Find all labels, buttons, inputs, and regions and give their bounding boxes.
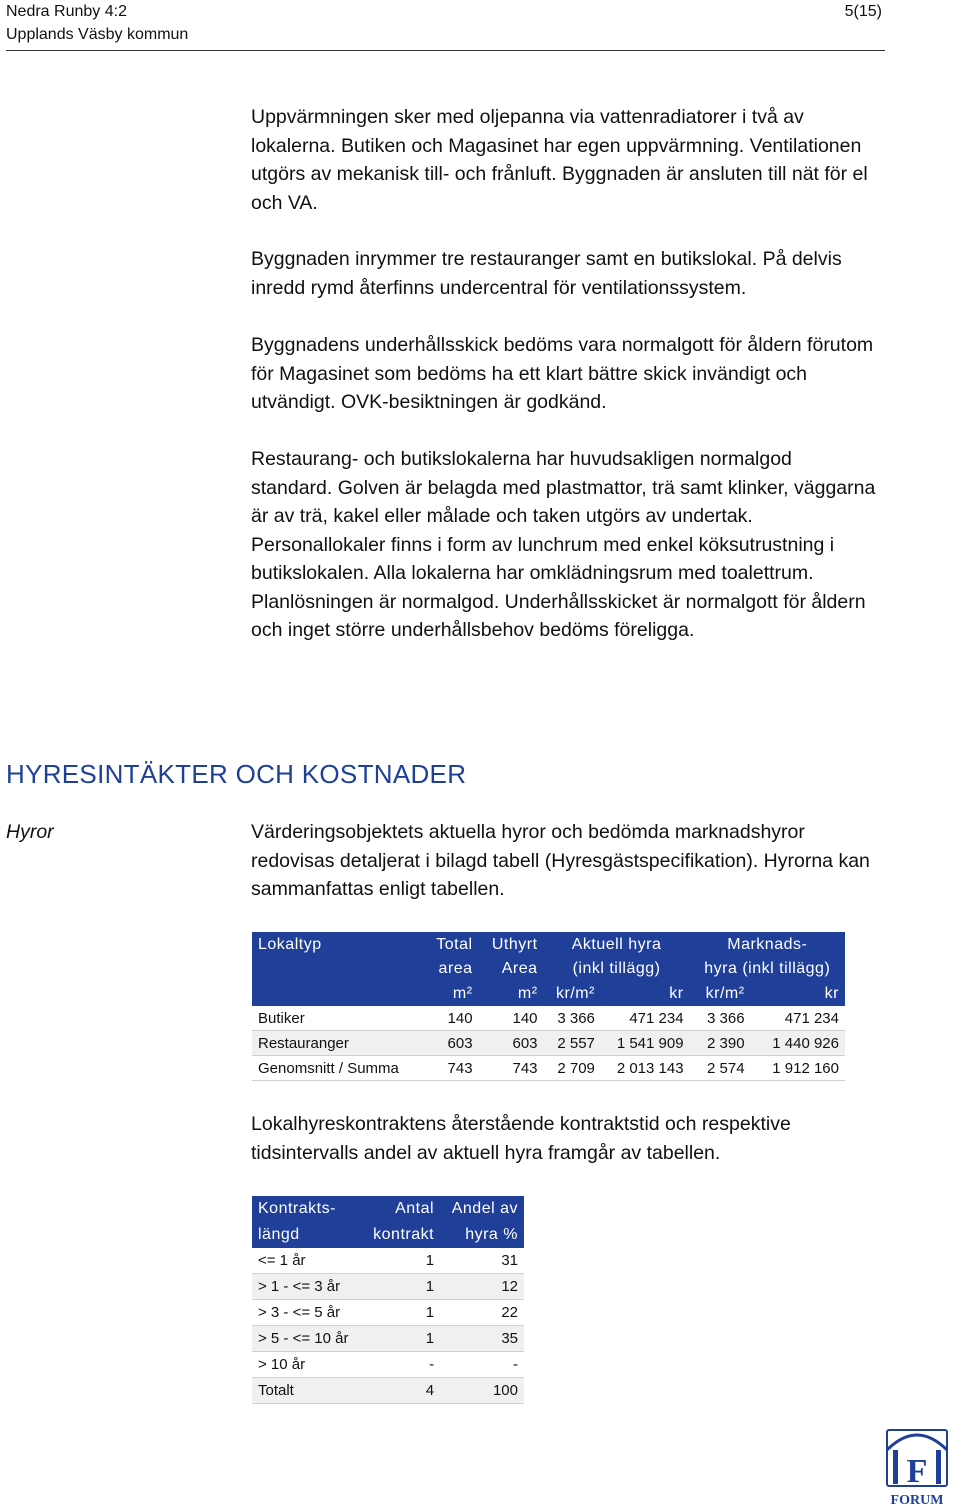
paragraph-contracts: Lokalhyreskontraktens återstående kontraktstid och respektive tidsintervalls andel av aktuell hyra framgår av tabellen.: [251, 1113, 791, 1164]
unit-marknad-m2: kr/m²: [690, 981, 751, 1006]
cell-andel: 35: [440, 1326, 524, 1352]
col-andel-sub: hyra %: [440, 1222, 524, 1248]
cell-type: Butiker: [252, 1006, 424, 1031]
cell-mark-m2: 3 366: [690, 1006, 751, 1031]
cell-akt-kr: 2 013 143: [601, 1056, 690, 1081]
cell-mark-m2: 2 574: [690, 1056, 751, 1081]
table-row: [252, 1274, 524, 1300]
paragraph-standard: Restaurang- och butikslokalerna har huvudsakligen normalgod standard. Golven är belagda med plastmattor, trä samt klinker, väggarna är av trä, kakel eller målade och taken utgörs av undertak. Personallokaler finns i form av lunchrum med enkel köksutrustning i butikslokalen. Alla lokalerna har omklädningsrum med toalettrum. Planlösningen är normalgod. Underhållsskicket är normalgott för åldern och inget större underhållsbehov bedöms föreligga.: [251, 448, 876, 641]
cell-antal: 1: [362, 1248, 440, 1274]
col-andel: Andel av: [440, 1196, 524, 1222]
cell-antal: 1: [362, 1326, 440, 1352]
contract-table: [252, 1196, 524, 1404]
unit-aktuell-m2: kr/m²: [544, 981, 601, 1006]
col-aktuell: Aktuell hyra: [544, 932, 690, 957]
cell-interval: > 1 - <= 3 år: [252, 1274, 362, 1300]
table-row: [252, 1056, 845, 1081]
rent-table: [252, 932, 845, 1081]
table-row: [252, 1300, 524, 1326]
logo-column-right: [936, 1450, 941, 1484]
paragraph-rents: Värderingsobjektets aktuella hyror och bedömda marknadshyror redovisas detaljerat i bilagd tabell (Hyresgästspecifikation). Hyrorna kan sammanfattas enligt tabellen.: [251, 821, 870, 900]
cell-andel: 22: [440, 1300, 524, 1326]
col-lokaltyp: Lokaltyp: [252, 932, 424, 957]
cell-mark-kr: 1 440 926: [751, 1031, 845, 1056]
side-label-hyror: Hyror: [6, 821, 54, 843]
forum-logo-icon: [881, 1420, 953, 1508]
cell-andel: 31: [440, 1248, 524, 1274]
table-row: [252, 1326, 524, 1352]
cell-andel: 100: [440, 1378, 524, 1404]
paragraph-premises: Byggnaden inrymmer tre restauranger samt en butikslokal. På delvis inredd rymd återfinns undercentral för ventilationssystem.: [251, 248, 842, 299]
header-left: [6, 0, 188, 46]
page-number: 5(15): [844, 3, 882, 20]
document-title: Nedra Runby 4:2: [6, 3, 127, 20]
cell-antal: 1: [362, 1300, 440, 1326]
col-langd-sub: längd: [252, 1222, 362, 1248]
cell-mark-m2: 2 390: [690, 1031, 751, 1056]
header-divider: [6, 50, 885, 51]
table-row: [252, 1006, 845, 1031]
cell-akt-m2: 2 557: [544, 1031, 601, 1056]
cell-akt-kr: 1 541 909: [601, 1031, 690, 1056]
logo-column-left: [893, 1450, 898, 1484]
cell-mark-kr: 471 234: [751, 1006, 845, 1031]
cell-type: Restauranger: [252, 1031, 424, 1056]
cell-uthyrt: 743: [479, 1056, 544, 1081]
cell-total: 743: [424, 1056, 478, 1081]
cell-andel: -: [440, 1352, 524, 1378]
col-antal: Antal: [362, 1196, 440, 1222]
logo-wordmark: FORUM: [890, 1493, 944, 1508]
cell-andel: 12: [440, 1274, 524, 1300]
header-spacer: [252, 981, 424, 1006]
cell-interval: <= 1 år: [252, 1248, 362, 1274]
unit-uthyrt: m²: [479, 981, 544, 1006]
section-heading: HYRESINTÄKTER OCH KOSTNADER: [6, 759, 467, 789]
cell-total: 140: [424, 1006, 478, 1031]
cell-interval: > 5 - <= 10 år: [252, 1326, 362, 1352]
cell-antal: 4: [362, 1378, 440, 1404]
cell-uthyrt: 140: [479, 1006, 544, 1031]
cell-akt-m2: 2 709: [544, 1056, 601, 1081]
cell-antal: 1: [362, 1274, 440, 1300]
unit-aktuell-kr: kr: [601, 981, 690, 1006]
header-spacer: [252, 957, 424, 981]
col-uthyrt: Uthyrt: [479, 932, 544, 957]
paragraph-heating: Uppvärmningen sker med oljepanna via vattenradiatorer i två av lokalerna. Butiken och Magasinet har egen uppvärmning. Ventilationen utgörs av mekanisk till- och frånluft. Byggnaden är ansluten till nät för el och VA.: [251, 106, 868, 214]
col-uthyrt-sub: Area: [479, 957, 544, 981]
municipality: Upplands Väsby kommun: [6, 26, 189, 43]
col-total: Total: [424, 932, 478, 957]
cell-type: Genomsnitt / Summa: [252, 1056, 424, 1081]
cell-interval: > 3 - <= 5 år: [252, 1300, 362, 1326]
col-aktuell-sub: (inkl tillägg): [544, 957, 690, 981]
col-total-sub: area: [424, 957, 478, 981]
col-marknad-sub: hyra (inkl tillägg): [690, 957, 845, 981]
table-row: [252, 1031, 845, 1056]
table-row: [252, 1352, 524, 1378]
cell-interval: Totalt: [252, 1378, 362, 1404]
cell-mark-kr: 1 912 160: [751, 1056, 845, 1081]
cell-interval: > 10 år: [252, 1352, 362, 1378]
logo-letter: F: [906, 1453, 928, 1490]
unit-marknad-kr: kr: [751, 981, 845, 1006]
cell-antal: -: [362, 1352, 440, 1378]
cell-akt-kr: 471 234: [601, 1006, 690, 1031]
col-marknad: Marknads-: [690, 932, 845, 957]
cell-uthyrt: 603: [479, 1031, 544, 1056]
unit-total: m²: [424, 981, 478, 1006]
paragraph-maintenance: Byggnadens underhållsskick bedöms vara normalgott för åldern förutom för Magasinet som bedöms ha ett klart bättre skick invändigt och utvändigt. OVK-besiktningen är godkänd.: [251, 334, 874, 413]
cell-total: 603: [424, 1031, 478, 1056]
cell-akt-m2: 3 366: [544, 1006, 601, 1031]
col-langd: Kontrakts-: [252, 1196, 362, 1222]
col-antal-sub: kontrakt: [362, 1222, 440, 1248]
table-row: [252, 1378, 524, 1404]
table-row: [252, 1248, 524, 1274]
